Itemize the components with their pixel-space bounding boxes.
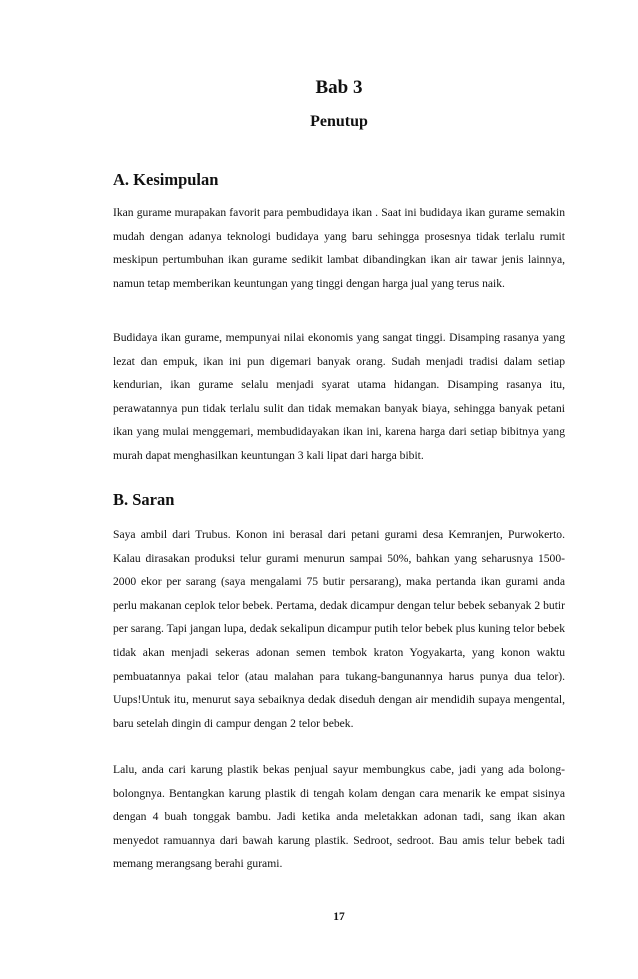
paragraph-saran-2: Lalu, anda cari karung plastik bekas penjual sayur membungkus cabe, jadi yang ada bolong-bolongnya. Bentangkan karung plastik di tengah kolam dengan cara menarik ke empat sisinya dengan 4 buah tonggak bambu. Jadi ketika anda meletakkan adonan tadi, sang ikan akan menyedot ramuannya dari bawah karung plastik. Sedroot, sedroot. Bau amis telur bebek tadi memang merangsang berahi gurami. [113, 763, 565, 871]
paragraph-saran-1: Saya ambil dari Trubus. Konon ini berasal dari petani gurami desa Kemranjen, Purwokerto. Kalau dirasakan produksi telur gurami menurun sampai 50%, bahkan yang seharusnya 1500-2000 ekor per sarang (saya mengalami 75 butir persarang), maka pertanda ikan gurami anda perlu makanan ceplok telor bebek. Pertama, dedak dicampur dengan telur bebek sebanyak 2 butir per sarang. Tapi jangan lupa, dedak sekalipun dicampur putih telor bebek plus kuning telor bebek tidak akan menjadi sekeras adonan semen tembok kraton Yogyakarta, yang konon waktu pembuatannya pakai telor (atau malahan para tukang-bangunannya harus punya dua telor). Uups!Untuk itu, menurut saya sebaiknya dedak diseduh dengan air mendidih supaya mengental, baru setelah dingin di campur dengan 2 telor bebek. [113, 528, 565, 730]
chapter-number: Bab 3 [315, 77, 363, 98]
paragraph-kesimpulan-1: Ikan gurame murapakan favorit para pembudidaya ikan . Saat ini budidaya ikan gurame semakin mudah dengan adanya teknologi budidaya yang baru sehingga prosesnya tidak terlalu rumit meskipun pertumbuhan ikan gurame sedikit lambat dibandingkan ikan air tawar jenis lainnya, namun tetap memberikan keuntungan yang tinggi dengan harga jual yang terus naik. [113, 206, 565, 290]
page-number: 17 [333, 911, 345, 923]
section-heading-kesimpulan: A. Kesimpulan [113, 170, 219, 189]
paragraph-kesimpulan-2: Budidaya ikan gurame, mempunyai nilai ekonomis yang sangat tinggi. Disamping rasanya yang lezat dan empuk, ikan ini pun digemari banyak orang. Sudah menjadi tradisi dalam setiap kendurian, ikan gurame selalu menjadi syarat utama hidangan. Disamping rasanya itu, perawatannya pun tidak terlalu sulit dan tidak memakan banyak biaya, sehingga banyak petani ikan yang mulai menggemari, membudidayakan ikan ini, karena harga dari setiap bibitnya yang murah dapat menghasilkan keuntungan 3 kali lipat dari harga bibit. [113, 331, 565, 462]
section-heading-saran: B. Saran [113, 490, 175, 509]
chapter-title: Penutup [310, 113, 368, 130]
